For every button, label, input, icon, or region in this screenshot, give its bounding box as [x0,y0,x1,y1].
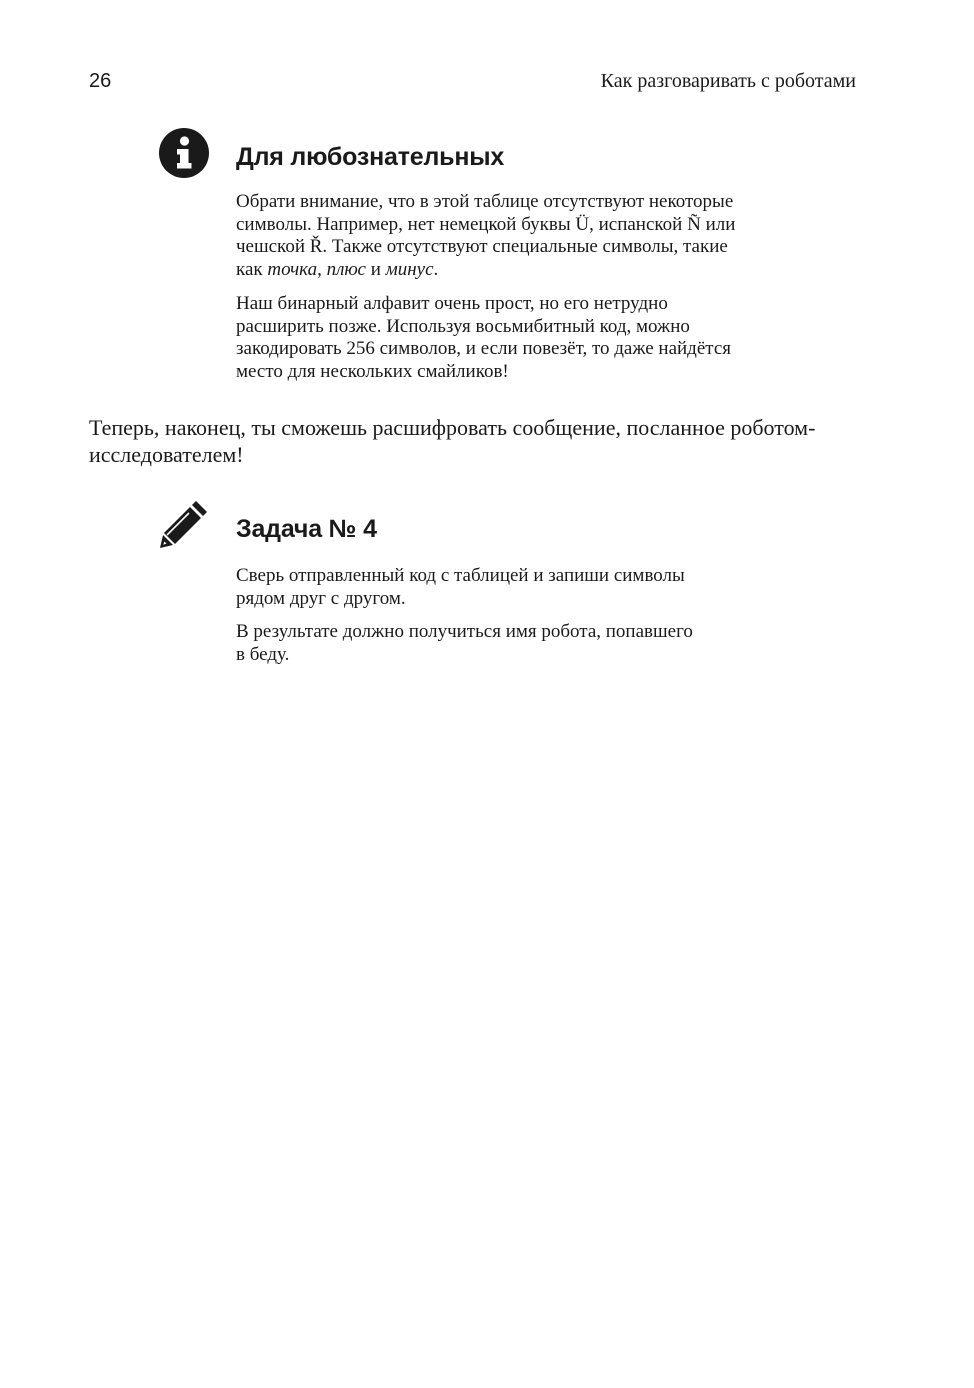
text-line: Сверь отправленный код с таблицей и запиши символы [236,565,685,586]
info-paragraph-2 [236,293,796,384]
info-box-title: Для любознательных [236,143,505,171]
task-paragraph-1 [236,565,796,610]
text-line: Теперь, наконец, ты сможешь расшифровать сообщение, посланное роботом- [89,415,816,440]
task-paragraph-2 [236,621,796,666]
pencil-icon [158,498,210,550]
text-line: Наш бинарный алфавит очень прост, но его нетрудно [236,292,668,314]
running-header: Как разговаривать с роботами [600,70,856,92]
text-line: Обрати внимание, что в этой таблице отсутствуют некоторые [236,191,734,212]
text-line: в беду. [236,644,290,666]
task-box-title: Задача № 4 [236,515,377,543]
italic-term: минус [385,259,434,281]
info-box-body [236,191,796,395]
text-line: символы. Например, нет немецкой буквы Ü, испанской Ñ или [236,213,736,235]
text-line: рядом друг с другом. [236,587,406,609]
main-paragraph [89,414,869,468]
text-line: расширить позже. Используя восьмибитный код, можно [236,315,690,337]
italic-term: плюс [326,259,366,281]
text-line: В результате должно получиться имя робота, попавшего [236,621,693,643]
info-paragraph-1 [236,191,796,282]
text-line: как точка, плюс и минус. [236,259,439,281]
info-icon [158,127,210,179]
text-line: чешской Ř. Также отсутствуют специальные символы, такие [236,236,728,258]
text-line: исследователем! [89,442,244,467]
page-number: 26 [89,70,112,92]
text-line: место для нескольких смайликов! [236,360,509,382]
italic-term: точка [267,259,318,281]
text-line: закодировать 256 символов, и если повезёт, то даже найдётся [236,338,731,360]
task-box-body [236,565,796,678]
